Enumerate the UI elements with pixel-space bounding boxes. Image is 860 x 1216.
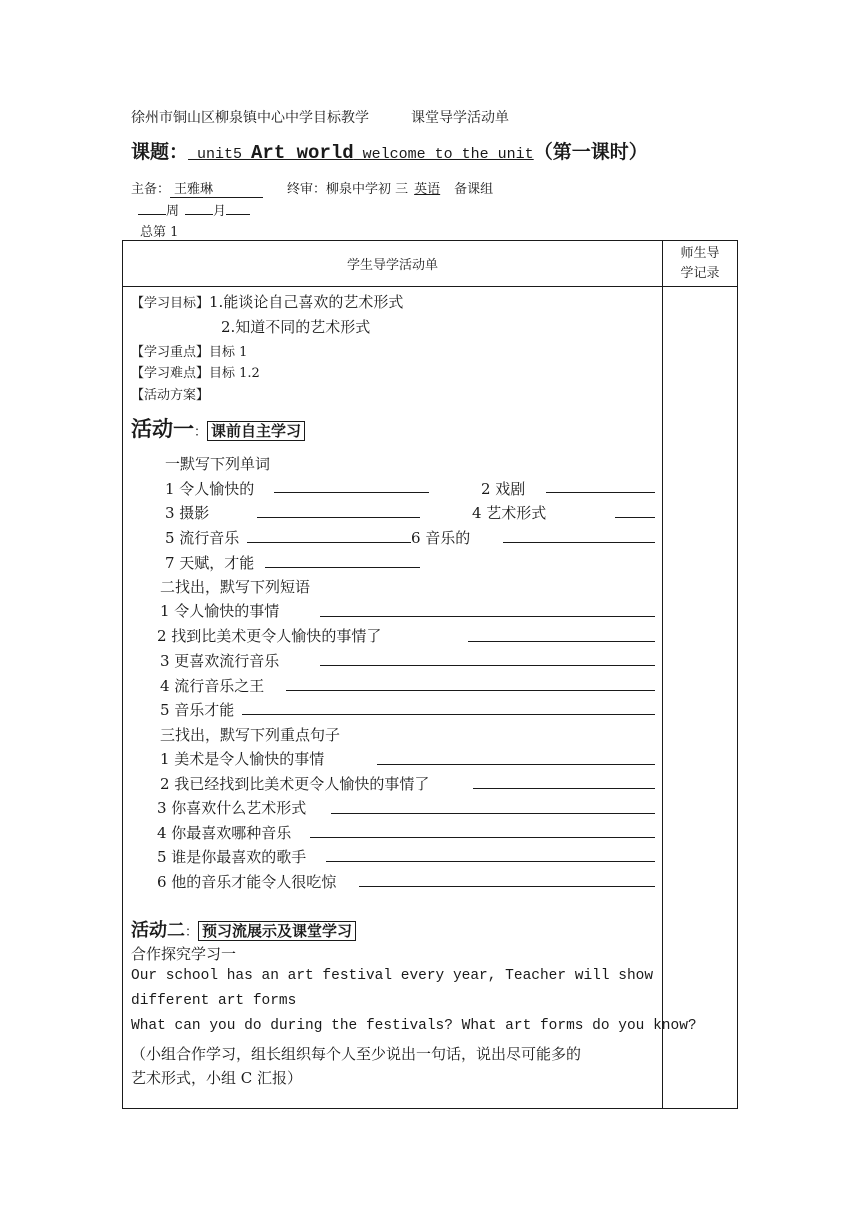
key-text: 目标 1 [209, 345, 248, 360]
word-1: 1 令人愉快的 [165, 480, 255, 498]
phrase-4: 4 流行音乐之王 [160, 677, 265, 695]
coop-line-5: 艺术形式，小组 C 汇报） [131, 1069, 303, 1087]
goal-1: 1.能谈论自己喜欢的艺术形式 [209, 293, 404, 311]
section-phrases-title: 二找出，默写下列短语 [160, 578, 311, 596]
phrase-2: 2 找到比美术更令人愉快的事情了 [157, 627, 382, 645]
topic-line [131, 137, 648, 164]
coop-line-2: different art forms [131, 993, 297, 1009]
sentence-2: 2 我已经找到比美术更令人愉快的事情了 [160, 775, 430, 793]
section-words-title: 一默写下列单词 [165, 455, 271, 473]
goal-row-1 [131, 291, 403, 312]
topic-welcome: welcome to the unit [353, 146, 534, 163]
prepare-label: 主备： [131, 182, 171, 197]
phrase-3: 3 更喜欢流行音乐 [160, 652, 280, 670]
coop-line-4: （小组合作学习，组长组织每个人至少说出一句话，说出尽可能多的 [131, 1045, 582, 1063]
topic-art-world: Art world [251, 142, 354, 164]
total-line: 总第 1 [140, 225, 179, 240]
key-label: 【学习重点】 [131, 345, 210, 360]
school-header: 徐州市铜山区柳泉镇中心中学目标教学 课堂导学活动单 [131, 110, 509, 126]
student-column-header: 学生导学活动单 [123, 241, 663, 287]
word-2: 2 戏剧 [481, 480, 526, 498]
month-label: 月 [213, 204, 227, 219]
word-3: 3 摄影 [165, 504, 210, 522]
week-month-line [138, 200, 250, 219]
difficulty-text: 目标 1.2 [209, 366, 260, 381]
word-7: 7 天赋，才能 [165, 554, 255, 572]
word-4: 4 艺术形式 [472, 504, 547, 522]
word-6: 6 音乐的 [411, 529, 471, 547]
activity-2-colon: ： [185, 925, 199, 940]
activity-1-heading [131, 413, 305, 443]
word-5: 5 流行音乐 [165, 529, 240, 547]
activity-2-box: 预习流展示及课堂学习 [198, 921, 356, 941]
review-subject: 英语 [414, 182, 441, 197]
topic-unit: unit5 [188, 146, 252, 163]
coop-line-1: Our school has an art festival every year, Teacher will show [131, 968, 654, 984]
topic-period: （第一课时） [533, 141, 648, 163]
prepare-name: 王雅琳 [170, 178, 263, 198]
sentence-3: 3 你喜欢什么艺术形式 [157, 799, 307, 817]
student-content-cell [123, 287, 663, 1109]
activity-1-colon: ： [194, 425, 208, 440]
review-group: 备课组 [454, 182, 494, 197]
sentence-5: 5 谁是你最喜欢的歌手 [157, 848, 307, 866]
key-point [131, 341, 247, 360]
difficulty-point [131, 362, 260, 381]
sentence-4: 4 你最喜欢哪种音乐 [157, 824, 292, 842]
goal-2: 2.知道不同的艺术形式 [221, 318, 371, 336]
plan-label: 【活动方案】 [131, 388, 210, 403]
record-content-cell [663, 287, 738, 1109]
activity-1-title: 活动一 [131, 416, 194, 441]
review-label: 终审：柳泉中学初 三 [287, 182, 409, 197]
topic-prefix: 课题： [131, 141, 189, 163]
week-label: 周 [166, 204, 180, 219]
goal-label: 【学习目标】 [131, 296, 210, 311]
phrase-5: 5 音乐才能 [160, 701, 235, 719]
phrase-1: 1 令人愉快的事情 [160, 602, 280, 620]
section-sentences-title: 三找出，默写下列重点句子 [160, 726, 341, 744]
coop-study-title: 合作探究学习一 [131, 945, 237, 963]
coop-line-3: What can you do during the festivals? What art forms do you know? [131, 1018, 697, 1034]
difficulty-label: 【学习难点】 [131, 366, 210, 381]
activity-2-heading [131, 916, 356, 942]
sentence-6: 6 他的音乐才能令人很吃惊 [157, 873, 337, 891]
sentence-1: 1 美术是令人愉快的事情 [160, 750, 325, 768]
record-column-header: 师生导 学记录 [663, 241, 738, 287]
prepare-line [131, 178, 493, 198]
activity-2-title: 活动二 [131, 920, 185, 941]
activity-1-box: 课前自主学习 [207, 421, 305, 441]
